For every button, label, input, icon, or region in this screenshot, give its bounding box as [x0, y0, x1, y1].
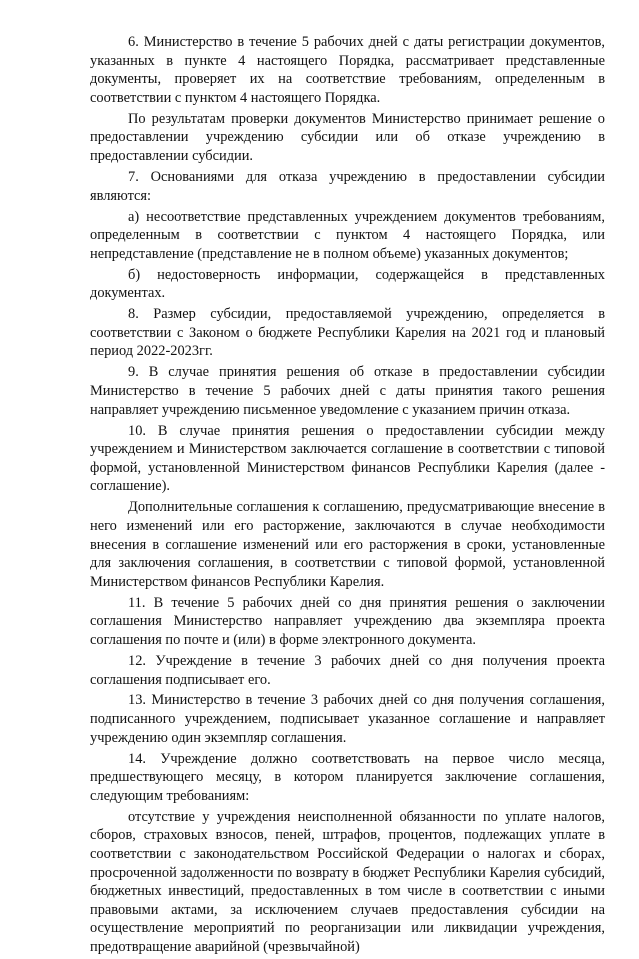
paragraph-7b: б) недостоверность информации, содержащейся в представленных документах.: [90, 266, 605, 302]
paragraph-14: 14. Учреждение должно соответствовать на первое число месяца, предшествующего месяцу, в котором планируется заключение соглашения, следующим требованиям:: [90, 750, 605, 804]
paragraph-6: 6. Министерство в течение 5 рабочих дней с даты регистрации документов, указанных в пункте 4 настоящего Порядка, рассматривает представленные документы, проверяет их на соответствие требованиям, определенным в соответствии с пунктом 4 настоящего Порядка.: [90, 34, 605, 106]
paragraph-8: 8. Размер субсидии, предоставляемой учреждению, определяется в соответствии с Законом о бюджете Республики Карелия на 2021 год и плановый период 2022-2023гг.: [90, 306, 605, 360]
paragraph-7: 7. Основаниями для отказа учреждению в предоставлении субсидии являются:: [90, 168, 605, 204]
paragraph-11: 11. В течение 5 рабочих дней со дня принятия решения о заключении соглашения Министерство направляет учреждению два экземпляра проекта соглашения по почте и (или) в форме электронного документа.: [90, 594, 605, 648]
paragraph-6-result: По результатам проверки документов Министерство принимает решение о предоставлении учреждению субсидии или об отказе учреждению в предоставлении субсидии.: [90, 110, 605, 164]
paragraph-10-additional: Дополнительные соглашения к соглашению, предусматривающие внесение в него изменений или его расторжение, заключаются в случае необходимости внесения в соглашение изменений или его расторжения в сроки, установленные для заключения соглашения, в соответствии с типовой формой, установленной Министерством финансов Республики Карелия.: [90, 499, 605, 590]
paragraph-12: 12. Учреждение в течение 3 рабочих дней со дня получения проекта соглашения подписывает его.: [90, 652, 605, 688]
paragraph-9: 9. В случае принятия решения об отказе в предоставлении субсидии Министерство в течение 5 рабочих дней с даты принятия такого решения направляет учреждению письменное уведомление с указанием причин отказа.: [90, 364, 605, 418]
document-page: [90, 33, 605, 959]
paragraph-14-requirement: отсутствие у учреждения неисполненной обязанности по уплате налогов, сборов, страховых взносов, пеней, штрафов, процентов, подлежащих уплате в соответствии с законодательством Российской Федерации о налогах и сборах, просроченной задолженности по возврату в бюджет Республики Карелия субсидий, бюджетных инвестиций, предоставленных в том числе в соответствии с иными правовыми актами, за исключением случаев предоставления субсидии на осуществление мероприятий по реорганизации или ликвидации учреждения, предотвращение аварийной (чрезвычайной): [90, 808, 605, 955]
paragraph-7a: а) несоответствие представленных учреждением документов требованиям, определенным в соответствии с пунктом 4 настоящего Порядка, или непредставление (представление не в полном объеме) указанных документов;: [90, 208, 605, 262]
paragraph-10: 10. В случае принятия решения о предоставлении субсидии между учреждением и Министерством заключается соглашение в соответствии с типовой формой, установленной Министерством финансов Республики Карелия (далее - соглашение).: [90, 422, 605, 495]
paragraph-13: 13. Министерство в течение 3 рабочих дней со дня получения соглашения, подписанного учреждением, подписывает указанное соглашение и направляет учреждению один экземпляр соглашения.: [90, 692, 605, 746]
